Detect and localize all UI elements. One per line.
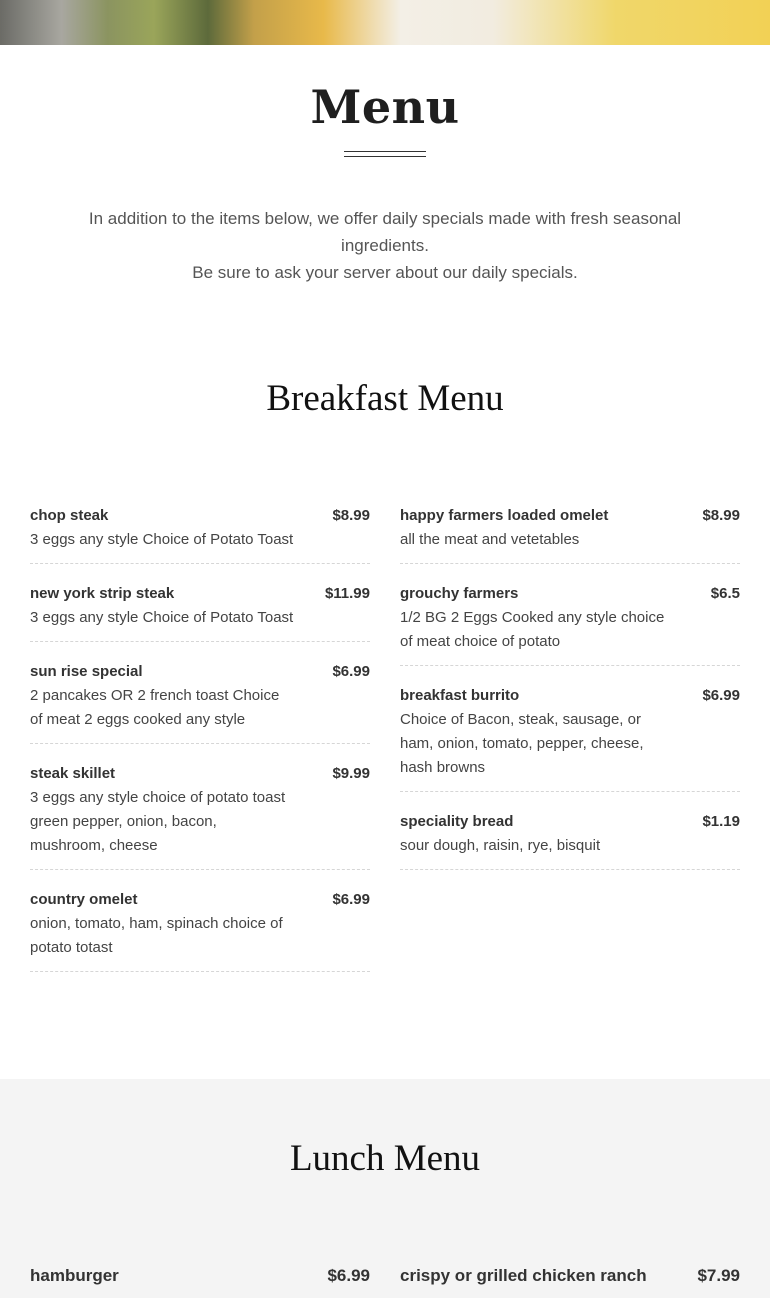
item-price: $6.5 [710, 585, 740, 602]
item-description: 2 pancakes OR 2 french toast Choice of meat 2 eggs cooked any style [30, 687, 280, 728]
item-price: $8.99 [702, 507, 740, 524]
item-name: steak skillet [30, 765, 116, 782]
item-description: all the meat and vetetables [400, 531, 580, 548]
item-description: 1/2 BG 2 Eggs Cooked any style choice of meat choice of potato [400, 609, 665, 650]
intro-line-2: Be sure to ask your server about our daily specials. [192, 263, 578, 282]
menu-item [400, 1264, 740, 1288]
item-description: onion, tomato, ham, spinach choice of potato totast [30, 915, 283, 956]
lunch-menu-title: Lunch Menu [289, 1138, 481, 1179]
item-description: 3 eggs any style Choice of Potato Toast [30, 609, 294, 626]
item-price: $6.99 [332, 663, 370, 680]
item-description: 3 eggs any style Choice of Potato Toast [30, 531, 294, 548]
item-name: hamburger [30, 1266, 119, 1285]
title-divider [344, 151, 426, 157]
item-description: 3 eggs any style choice of potato toast green pepper, onion, bacon, mushroom, cheese [30, 789, 286, 854]
item-name: country omelet [30, 891, 138, 908]
menu-item [400, 504, 740, 564]
item-price: $1.19 [702, 813, 740, 830]
item-name: crispy or grilled chicken ranch [400, 1266, 647, 1285]
menu-item [30, 504, 370, 564]
item-price: $11.99 [324, 585, 370, 602]
item-price: $6.99 [702, 687, 740, 704]
item-price: $9.99 [332, 765, 370, 782]
hero-banner-image [0, 0, 770, 45]
item-price: $6.99 [332, 891, 370, 908]
page-title: Menu [310, 80, 460, 134]
breakfast-left-column [30, 504, 370, 990]
item-description: Choice of Bacon, steak, sausage, or ham, onion, tomato, pepper, cheese, hash browns [400, 711, 644, 776]
item-price: $7.99 [697, 1266, 740, 1285]
breakfast-right-column [400, 504, 740, 888]
item-name: happy farmers loaded omelet [400, 507, 609, 524]
item-name: speciality bread [400, 813, 514, 830]
item-name: chop steak [30, 507, 109, 524]
item-name: new york strip steak [30, 585, 175, 602]
item-name: sun rise special [30, 663, 143, 680]
item-name: breakfast burrito [400, 687, 520, 704]
item-price: $8.99 [332, 507, 370, 524]
item-price: $6.99 [327, 1266, 370, 1285]
item-name: grouchy farmers [400, 585, 519, 602]
item-description: sour dough, raisin, rye, bisquit [400, 837, 601, 854]
breakfast-menu-title: Breakfast Menu [266, 378, 504, 419]
menu-item [400, 582, 740, 666]
menu-item [30, 762, 370, 870]
intro-text [80, 205, 690, 286]
menu-item [30, 1264, 370, 1288]
menu-item [30, 888, 370, 972]
menu-item [400, 810, 740, 870]
intro-line-1: In addition to the items below, we offer daily specials made with fresh seasonal ingredients. [88, 209, 682, 255]
menu-item [30, 582, 370, 642]
menu-item [400, 684, 740, 792]
menu-item [30, 660, 370, 744]
